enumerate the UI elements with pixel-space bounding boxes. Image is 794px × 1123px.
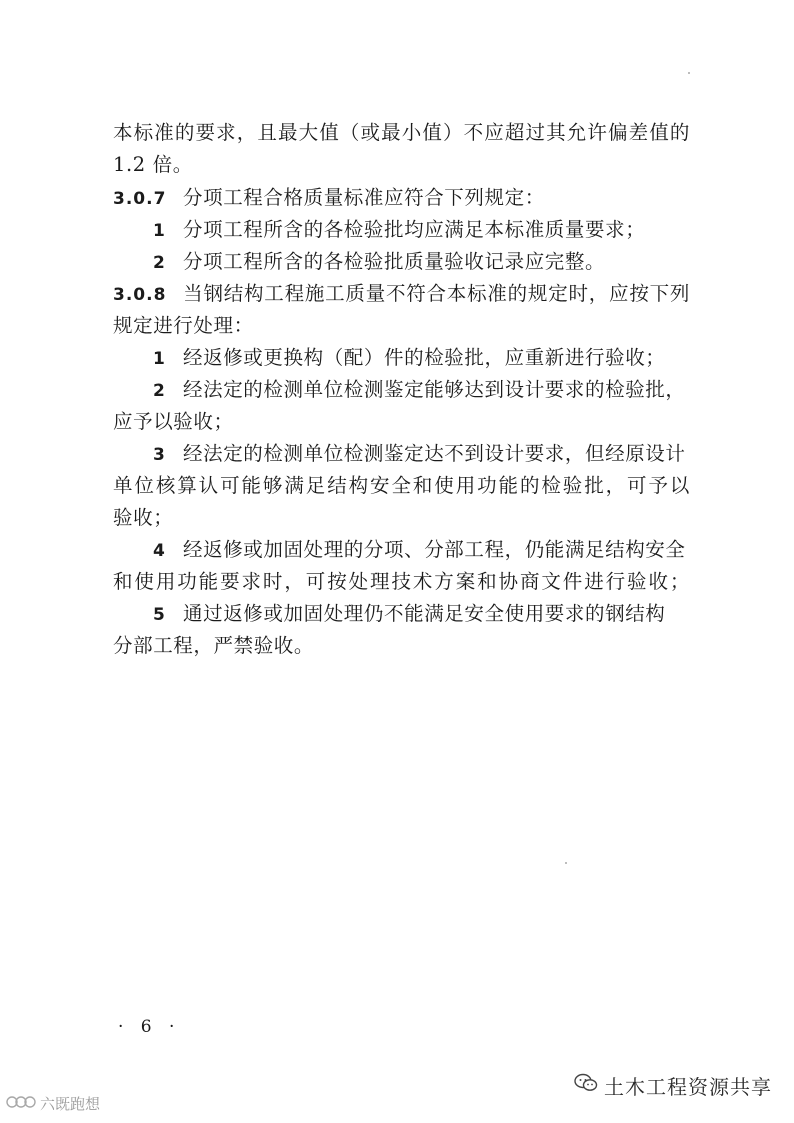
item-text: 分项工程所含的各检验批质量验收记录应完整。 [183,250,606,273]
item-text: 经法定的检测单位检测鉴定能够达到设计要求的检验批， [183,378,686,401]
clause-item [153,444,794,464]
item-number: 1 [153,349,166,369]
item-text: 经法定的检测单位检测鉴定达不到设计要求，但经原设计 [183,442,686,465]
clause-text: 当钢结构工程施工质量不符合本标准的规定时，应按下列 [183,282,690,305]
watermark-logo [6,1093,100,1114]
item-text: 应予以验收； [113,410,234,433]
clause-text: 规定进行处理： [113,314,254,337]
clause-item [153,220,794,240]
watermark-text: 土木工程资源共享 [604,1075,772,1099]
paragraph-line [113,412,794,432]
logo-icon [6,1094,36,1114]
item-text: 分部工程，严禁验收。 [113,634,315,657]
watermark-text: 六既跑想 [40,1095,101,1113]
paragraph-line [113,316,794,336]
clause-item [153,348,794,368]
item-text: 经返修或更换构（配）件的检验批，应重新进行验收； [183,346,666,369]
item-text: 验收； [113,506,174,529]
item-number: 3 [153,445,166,465]
wechat-icon [574,1072,598,1099]
clause-number: 3.0.8 [113,285,167,305]
scan-speck [688,72,690,74]
clause-text: 分项工程合格质量标准应符合下列规定： [183,186,545,209]
item-text: 经返修或加固处理的分项、分部工程，仍能满足结构安全 [183,538,686,561]
paragraph-text: 本标准的要求，且最大值（或最小值）不应超过其允许偏差值的 [113,121,690,144]
paragraph-line [113,636,794,656]
clause-3-0-7 [113,188,794,208]
clause-number: 3.0.7 [113,189,167,209]
paragraph-line [113,476,690,496]
item-text: 分项工程所含的各检验批均应满足本标准质量要求； [183,218,646,241]
watermark-wechat [574,1071,772,1100]
item-number: 2 [153,381,166,401]
clause-item [153,380,690,400]
item-number: 1 [153,221,166,241]
clause-item [153,604,794,624]
paragraph-line [113,572,690,592]
scan-speck [565,862,567,864]
paragraph-line [113,155,794,175]
paragraph-line [113,123,690,143]
item-text: 通过返修或加固处理仍不能满足安全使用要求的钢结构 [183,602,666,625]
paragraph-line [113,508,794,528]
item-text: 和使用功能要求时，可按处理技术方案和协商文件进行验收； [113,570,690,593]
clause-3-0-8 [113,284,690,304]
page-number: · 6 · [118,1017,181,1037]
clause-item [153,252,794,272]
item-text: 单位核算认可能够满足结构安全和使用功能的检验批，可予以 [113,474,690,497]
clause-item [153,540,794,560]
item-number: 4 [153,541,166,561]
item-number: 2 [153,253,166,273]
paragraph-text: 1.2 倍。 [113,153,193,176]
item-number: 5 [153,605,166,625]
